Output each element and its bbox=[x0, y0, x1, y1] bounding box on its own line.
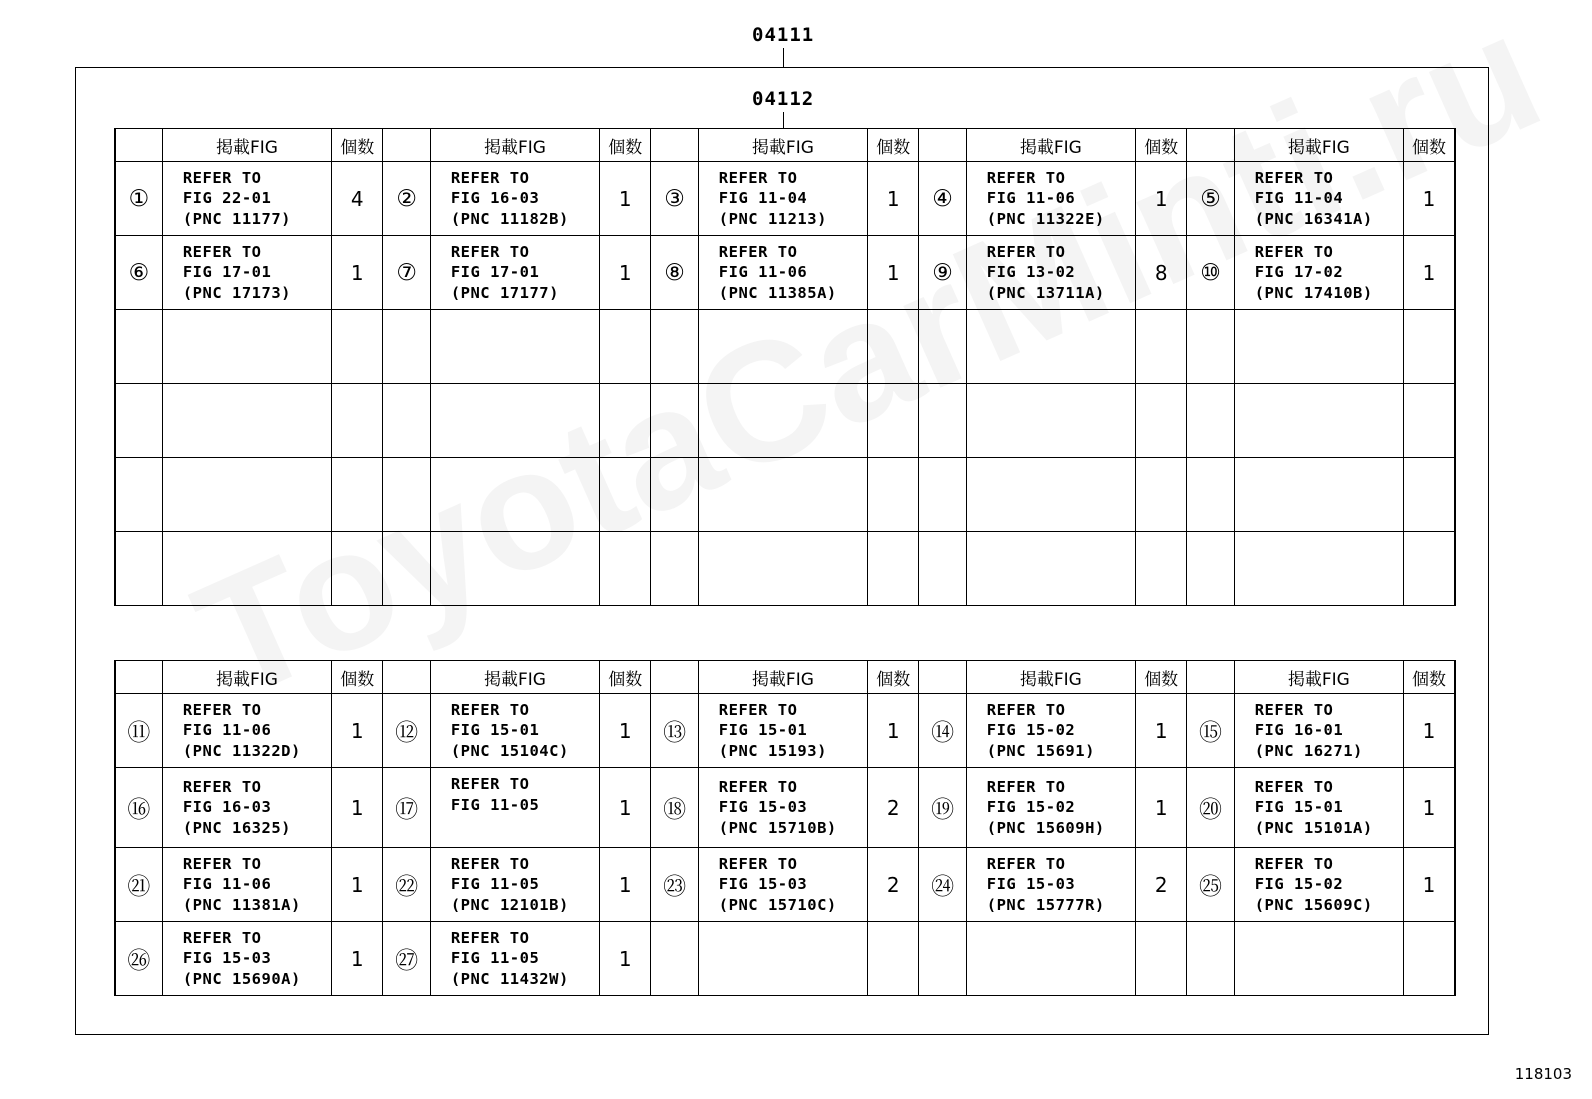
quantity bbox=[1136, 532, 1187, 606]
header-qty: 個数 bbox=[600, 129, 651, 162]
refer-line: FIG 15-02 bbox=[986, 798, 1076, 817]
table-row bbox=[115, 162, 1455, 236]
item-number: ⑬ bbox=[651, 694, 698, 768]
refer-to-cell bbox=[698, 848, 867, 922]
refer-line: (PNC 15710C) bbox=[718, 895, 837, 914]
refer-to-cell bbox=[966, 694, 1135, 768]
item-number bbox=[919, 922, 966, 996]
quantity bbox=[1403, 922, 1455, 996]
refer-line: REFER TO bbox=[718, 168, 798, 187]
refer-to-cell bbox=[430, 848, 599, 922]
refer-to-cell bbox=[430, 310, 599, 384]
refer-to-cell bbox=[162, 310, 331, 384]
item-number: ㉗ bbox=[383, 922, 430, 996]
refer-line: (PNC 15710B) bbox=[718, 818, 837, 837]
refer-line: REFER TO bbox=[718, 700, 798, 719]
refer-line: REFER TO bbox=[986, 168, 1066, 187]
item-number bbox=[919, 458, 966, 532]
quantity bbox=[868, 922, 919, 996]
item-number: ⑳ bbox=[1187, 768, 1234, 848]
header-qty: 個数 bbox=[1136, 129, 1187, 162]
header-qty: 個数 bbox=[868, 661, 919, 694]
refer-line: FIG 11-06 bbox=[718, 263, 808, 282]
refer-line: (PNC 11322E) bbox=[986, 209, 1105, 228]
refer-line: REFER TO bbox=[1254, 777, 1334, 796]
item-number: ⑧ bbox=[651, 236, 698, 310]
refer-to-cell bbox=[162, 694, 331, 768]
refer-line: (PNC 17410B) bbox=[1254, 283, 1373, 302]
quantity bbox=[600, 310, 651, 384]
quantity bbox=[332, 310, 383, 384]
item-number: ㉒ bbox=[383, 848, 430, 922]
table-row bbox=[115, 694, 1455, 768]
refer-line: REFER TO bbox=[718, 242, 798, 261]
refer-to-cell bbox=[430, 694, 599, 768]
refer-line: FIG 15-01 bbox=[450, 721, 540, 740]
quantity: 1 bbox=[600, 694, 651, 768]
refer-to-cell bbox=[430, 768, 599, 848]
refer-line: (PNC 15691) bbox=[986, 741, 1095, 760]
refer-to-cell bbox=[966, 310, 1135, 384]
quantity: 1 bbox=[1403, 236, 1455, 310]
refer-line: FIG 11-05 bbox=[450, 875, 540, 894]
refer-to-cell bbox=[162, 848, 331, 922]
item-number bbox=[1187, 532, 1234, 606]
item-number bbox=[919, 532, 966, 606]
item-number: ⑮ bbox=[1187, 694, 1234, 768]
quantity bbox=[1136, 458, 1187, 532]
item-number bbox=[383, 310, 430, 384]
item-number: ⑥ bbox=[115, 236, 162, 310]
table-row bbox=[115, 532, 1455, 606]
quantity: 2 bbox=[868, 848, 919, 922]
refer-to-cell bbox=[430, 532, 599, 606]
refer-line: REFER TO bbox=[450, 854, 530, 873]
header-fig: 掲載FIG bbox=[698, 661, 867, 694]
item-number bbox=[383, 384, 430, 458]
refer-to-cell bbox=[966, 236, 1135, 310]
refer-line: (PNC 15609H) bbox=[986, 818, 1105, 837]
refer-line: FIG 15-03 bbox=[718, 798, 808, 817]
item-number bbox=[1187, 310, 1234, 384]
header-index-cell bbox=[651, 129, 698, 162]
item-number bbox=[383, 532, 430, 606]
quantity bbox=[1136, 922, 1187, 996]
refer-line: FIG 15-01 bbox=[718, 721, 808, 740]
refer-to-cell bbox=[966, 532, 1135, 606]
header-index-cell bbox=[919, 661, 966, 694]
refer-to-cell bbox=[1234, 236, 1403, 310]
quantity: 2 bbox=[868, 768, 919, 848]
refer-to-cell bbox=[430, 162, 599, 236]
refer-line: FIG 16-03 bbox=[450, 189, 540, 208]
refer-line: (PNC 15101A) bbox=[1254, 818, 1373, 837]
item-number bbox=[651, 310, 698, 384]
item-number: ② bbox=[383, 162, 430, 236]
table-row bbox=[115, 922, 1455, 996]
refer-line: FIG 15-03 bbox=[182, 949, 272, 968]
refer-to-cell bbox=[966, 922, 1135, 996]
refer-to-cell bbox=[1234, 458, 1403, 532]
refer-to-cell bbox=[1234, 848, 1403, 922]
refer-to-cell bbox=[698, 384, 867, 458]
refer-line: (PNC 12101B) bbox=[450, 895, 569, 914]
header-fig: 掲載FIG bbox=[430, 129, 599, 162]
refer-to-cell bbox=[1234, 162, 1403, 236]
refer-to-cell bbox=[966, 848, 1135, 922]
item-number bbox=[651, 922, 698, 996]
item-number bbox=[919, 310, 966, 384]
header-qty: 個数 bbox=[1136, 661, 1187, 694]
refer-line: FIG 17-01 bbox=[182, 263, 272, 282]
table-row bbox=[115, 310, 1455, 384]
refer-line: FIG 11-05 bbox=[450, 949, 540, 968]
refer-line: REFER TO bbox=[986, 777, 1066, 796]
refer-to-cell bbox=[430, 458, 599, 532]
header-fig: 掲載FIG bbox=[1234, 129, 1403, 162]
refer-line: FIG 15-02 bbox=[986, 721, 1076, 740]
table-row bbox=[115, 458, 1455, 532]
refer-to-cell bbox=[162, 162, 331, 236]
diagram-id: 118103 bbox=[1514, 1065, 1572, 1083]
refer-line: (PNC 15193) bbox=[718, 741, 827, 760]
refer-line: (PNC 15609C) bbox=[1254, 895, 1373, 914]
refer-to-cell bbox=[162, 458, 331, 532]
refer-line: REFER TO bbox=[450, 928, 530, 947]
refer-line: REFER TO bbox=[450, 242, 530, 261]
item-number bbox=[383, 458, 430, 532]
item-number: ⑫ bbox=[383, 694, 430, 768]
refer-to-cell bbox=[698, 768, 867, 848]
refer-line: FIG 17-01 bbox=[450, 263, 540, 282]
quantity: 1 bbox=[332, 694, 383, 768]
refer-to-cell bbox=[966, 768, 1135, 848]
refer-to-cell bbox=[430, 922, 599, 996]
item-number: ⑩ bbox=[1187, 236, 1234, 310]
refer-line: REFER TO bbox=[450, 700, 530, 719]
refer-to-cell bbox=[430, 236, 599, 310]
refer-line: (PNC 11213) bbox=[718, 209, 827, 228]
refer-to-cell bbox=[1234, 532, 1403, 606]
header-fig: 掲載FIG bbox=[430, 661, 599, 694]
item-number: ⑨ bbox=[919, 236, 966, 310]
refer-line: REFER TO bbox=[182, 928, 262, 947]
item-number: ⑯ bbox=[115, 768, 162, 848]
refer-to-cell bbox=[698, 532, 867, 606]
refer-line: FIG 22-01 bbox=[182, 189, 272, 208]
item-number bbox=[919, 384, 966, 458]
item-number: ① bbox=[115, 162, 162, 236]
quantity: 1 bbox=[1403, 768, 1455, 848]
quantity bbox=[1403, 532, 1455, 606]
refer-line: FIG 11-04 bbox=[1254, 189, 1344, 208]
refer-to-cell bbox=[966, 458, 1135, 532]
refer-to-cell bbox=[1234, 384, 1403, 458]
refer-line: FIG 11-06 bbox=[182, 721, 272, 740]
refer-line: (PNC 11177) bbox=[182, 209, 291, 228]
item-number bbox=[1187, 922, 1234, 996]
refer-line: FIG 15-02 bbox=[1254, 875, 1344, 894]
item-number bbox=[1187, 384, 1234, 458]
quantity: 1 bbox=[600, 236, 651, 310]
quantity bbox=[868, 310, 919, 384]
quantity: 1 bbox=[868, 236, 919, 310]
header-fig: 掲載FIG bbox=[162, 661, 331, 694]
refer-to-cell bbox=[162, 768, 331, 848]
item-number: ⑪ bbox=[115, 694, 162, 768]
refer-line: FIG 11-06 bbox=[182, 875, 272, 894]
refer-line: REFER TO bbox=[1254, 854, 1334, 873]
quantity bbox=[1403, 458, 1455, 532]
refer-to-cell bbox=[698, 922, 867, 996]
item-number bbox=[115, 384, 162, 458]
refer-to-cell bbox=[162, 532, 331, 606]
refer-to-cell bbox=[162, 922, 331, 996]
refer-line: FIG 15-03 bbox=[718, 875, 808, 894]
refer-to-cell bbox=[698, 236, 867, 310]
header-qty: 個数 bbox=[332, 661, 383, 694]
quantity bbox=[868, 532, 919, 606]
quantity: 1 bbox=[332, 236, 383, 310]
header-index-cell bbox=[383, 661, 430, 694]
quantity: 1 bbox=[600, 848, 651, 922]
header-fig: 掲載FIG bbox=[162, 129, 331, 162]
header-qty: 個数 bbox=[1403, 129, 1455, 162]
code-outer: 04111 bbox=[752, 24, 815, 46]
quantity bbox=[332, 458, 383, 532]
refer-line: FIG 15-03 bbox=[986, 875, 1076, 894]
refer-to-cell bbox=[1234, 922, 1403, 996]
quantity bbox=[1136, 310, 1187, 384]
refer-to-cell bbox=[966, 162, 1135, 236]
refer-line: FIG 16-03 bbox=[182, 798, 272, 817]
refer-line: REFER TO bbox=[1254, 700, 1334, 719]
refer-line: REFER TO bbox=[986, 242, 1066, 261]
refer-line: REFER TO bbox=[450, 775, 530, 793]
quantity: 1 bbox=[600, 922, 651, 996]
refer-to-cell bbox=[1234, 768, 1403, 848]
refer-line: REFER TO bbox=[986, 700, 1066, 719]
leader-line-inner bbox=[783, 112, 784, 128]
item-number bbox=[1187, 458, 1234, 532]
refer-to-cell bbox=[430, 384, 599, 458]
refer-to-cell bbox=[1234, 694, 1403, 768]
item-number: ⑤ bbox=[1187, 162, 1234, 236]
item-number bbox=[651, 532, 698, 606]
item-number bbox=[651, 384, 698, 458]
item-number: ㉑ bbox=[115, 848, 162, 922]
refer-line: REFER TO bbox=[182, 777, 262, 796]
item-number: ④ bbox=[919, 162, 966, 236]
refer-line: REFER TO bbox=[1254, 242, 1334, 261]
refer-line: FIG 16-01 bbox=[1254, 721, 1344, 740]
refer-line: FIG 11-06 bbox=[986, 189, 1076, 208]
quantity: 1 bbox=[1136, 162, 1187, 236]
quantity bbox=[1136, 384, 1187, 458]
item-number: ⑲ bbox=[919, 768, 966, 848]
quantity bbox=[600, 384, 651, 458]
quantity bbox=[332, 384, 383, 458]
refer-line: (PNC 13711A) bbox=[986, 283, 1105, 302]
header-index-cell bbox=[1187, 661, 1234, 694]
refer-to-cell bbox=[1234, 310, 1403, 384]
quantity: 1 bbox=[600, 768, 651, 848]
refer-to-cell bbox=[162, 384, 331, 458]
header-fig: 掲載FIG bbox=[966, 129, 1135, 162]
quantity: 1 bbox=[868, 694, 919, 768]
table-row bbox=[115, 384, 1455, 458]
refer-line: (PNC 11322D) bbox=[182, 741, 301, 760]
quantity: 1 bbox=[1136, 694, 1187, 768]
item-number: ㉔ bbox=[919, 848, 966, 922]
item-number bbox=[651, 458, 698, 532]
refer-line: REFER TO bbox=[182, 168, 262, 187]
header-qty: 個数 bbox=[332, 129, 383, 162]
refer-line: FIG 15-01 bbox=[1254, 798, 1344, 817]
quantity: 1 bbox=[332, 848, 383, 922]
table-row bbox=[115, 768, 1455, 848]
refer-to-cell bbox=[698, 458, 867, 532]
parts-table-2 bbox=[114, 660, 1456, 996]
item-number bbox=[115, 458, 162, 532]
table-row bbox=[115, 236, 1455, 310]
refer-to-cell bbox=[698, 162, 867, 236]
item-number: ⑦ bbox=[383, 236, 430, 310]
refer-line: REFER TO bbox=[986, 854, 1066, 873]
quantity: 1 bbox=[600, 162, 651, 236]
quantity: 1 bbox=[1136, 768, 1187, 848]
refer-to-cell bbox=[966, 384, 1135, 458]
header-index-cell bbox=[919, 129, 966, 162]
header-fig: 掲載FIG bbox=[966, 661, 1135, 694]
refer-line: (PNC 15104C) bbox=[450, 741, 569, 760]
quantity: 1 bbox=[1403, 162, 1455, 236]
quantity: 1 bbox=[868, 162, 919, 236]
quantity bbox=[868, 384, 919, 458]
refer-line: REFER TO bbox=[718, 854, 798, 873]
refer-line: REFER TO bbox=[450, 168, 530, 187]
refer-line: (PNC 17173) bbox=[182, 283, 291, 302]
refer-line: (PNC 15777R) bbox=[986, 895, 1105, 914]
header-index-cell bbox=[651, 661, 698, 694]
header-qty: 個数 bbox=[1403, 661, 1455, 694]
refer-line: REFER TO bbox=[1254, 168, 1334, 187]
item-number: ⑭ bbox=[919, 694, 966, 768]
quantity bbox=[600, 458, 651, 532]
item-number bbox=[115, 310, 162, 384]
refer-line: REFER TO bbox=[182, 854, 262, 873]
item-number bbox=[115, 532, 162, 606]
parts-table-1 bbox=[114, 128, 1456, 606]
header-qty: 個数 bbox=[868, 129, 919, 162]
header-fig: 掲載FIG bbox=[1234, 661, 1403, 694]
item-number: ㉓ bbox=[651, 848, 698, 922]
header-qty: 個数 bbox=[600, 661, 651, 694]
refer-line: (PNC 11385A) bbox=[718, 283, 837, 302]
header-index-cell bbox=[115, 129, 162, 162]
quantity: 1 bbox=[1403, 848, 1455, 922]
header-index-cell bbox=[1187, 129, 1234, 162]
refer-line: (PNC 17177) bbox=[450, 283, 559, 302]
quantity bbox=[868, 458, 919, 532]
leader-line-outer bbox=[783, 48, 784, 67]
quantity: 2 bbox=[1136, 848, 1187, 922]
refer-line: (PNC 11182B) bbox=[450, 209, 569, 228]
refer-line: FIG 17-02 bbox=[1254, 263, 1344, 282]
refer-line: (PNC 11381A) bbox=[182, 895, 301, 914]
table-row bbox=[115, 848, 1455, 922]
refer-line: (PNC 16325) bbox=[182, 818, 291, 837]
quantity: 1 bbox=[332, 768, 383, 848]
refer-line: FIG 11-04 bbox=[718, 189, 808, 208]
refer-line: (PNC 11432W) bbox=[450, 969, 569, 988]
quantity bbox=[332, 532, 383, 606]
header-index-cell bbox=[383, 129, 430, 162]
quantity: 1 bbox=[332, 922, 383, 996]
quantity: 8 bbox=[1136, 236, 1187, 310]
code-inner: 04112 bbox=[752, 88, 815, 110]
quantity: 1 bbox=[1403, 694, 1455, 768]
item-number: ③ bbox=[651, 162, 698, 236]
refer-line: (PNC 15690A) bbox=[182, 969, 301, 988]
refer-line: (PNC 16341A) bbox=[1254, 209, 1373, 228]
refer-to-cell bbox=[162, 236, 331, 310]
header-fig: 掲載FIG bbox=[698, 129, 867, 162]
item-number: ⑰ bbox=[383, 768, 430, 848]
refer-to-cell bbox=[698, 310, 867, 384]
refer-to-cell bbox=[698, 694, 867, 768]
refer-line: REFER TO bbox=[182, 242, 262, 261]
item-number: ㉖ bbox=[115, 922, 162, 996]
refer-line: FIG 11-05 bbox=[450, 795, 540, 814]
quantity: 4 bbox=[332, 162, 383, 236]
refer-line: REFER TO bbox=[182, 700, 262, 719]
item-number: ⑱ bbox=[651, 768, 698, 848]
refer-line: REFER TO bbox=[718, 777, 798, 796]
quantity bbox=[1403, 384, 1455, 458]
quantity bbox=[1403, 310, 1455, 384]
refer-line: FIG 13-02 bbox=[986, 263, 1076, 282]
quantity bbox=[600, 532, 651, 606]
refer-line: (PNC 16271) bbox=[1254, 741, 1363, 760]
item-number: ㉕ bbox=[1187, 848, 1234, 922]
header-index-cell bbox=[115, 661, 162, 694]
